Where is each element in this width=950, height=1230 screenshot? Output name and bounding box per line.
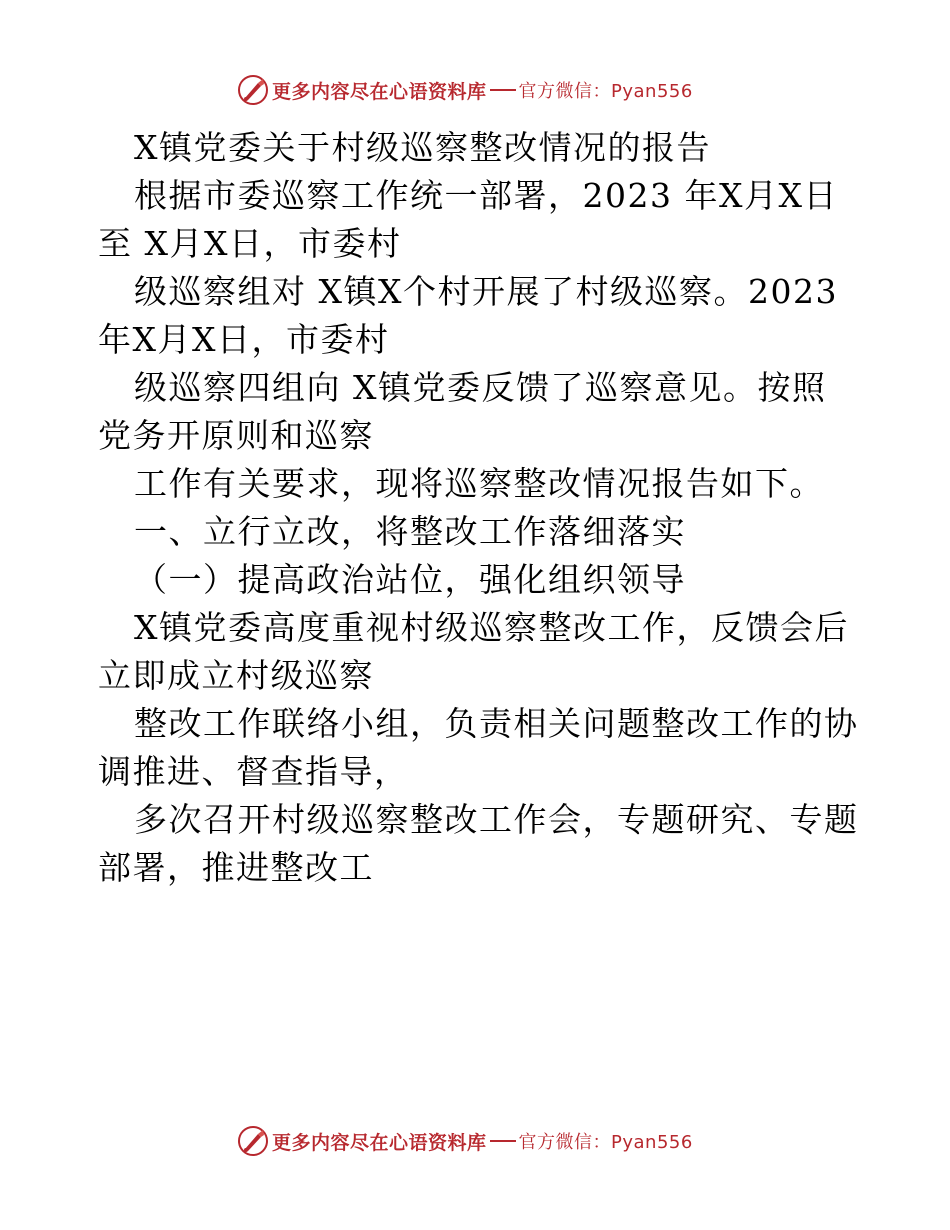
watermark-dash xyxy=(490,1140,516,1142)
text-line: 多次召开村级巡察整改工作会，专题研究、专题 xyxy=(134,800,859,839)
text-line: 党务开原则和巡察 xyxy=(98,416,374,455)
text-line: 年X月X日，市委村 xyxy=(98,320,390,359)
text-line: 根据市委巡察工作统一部署，2023 年X月X日 xyxy=(134,176,838,215)
text-line: X镇党委高度重视村级巡察整改工作，反馈会后 xyxy=(134,608,849,647)
text-line: 部署，推进整改工 xyxy=(98,848,374,887)
text-line: 整改工作联络小组，负责相关问题整改工作的协 xyxy=(134,704,859,743)
header-watermark xyxy=(236,73,693,107)
text-line: 一、立行立改，将整改工作落细落实 xyxy=(134,512,686,551)
report-body xyxy=(98,124,858,892)
watermark-main-text: 更多内容尽在心语资料库 xyxy=(272,80,487,103)
text-line: （一）提高政治站位，强化组织领导 xyxy=(134,560,686,599)
text-line: X镇党委关于村级巡察整改情况的报告 xyxy=(134,128,711,167)
watermark-main-text: 更多内容尽在心语资料库 xyxy=(272,1131,487,1154)
text-line: 工作有关要求，现将巡察整改情况报告如下。 xyxy=(134,464,824,503)
text-line: 调推进、督查指导， xyxy=(98,752,409,791)
watermark-wechat-text: 官方微信：Pyan556 xyxy=(518,1132,693,1153)
pen-quill-logo-icon xyxy=(236,73,270,107)
text-line: 级巡察四组向 X镇党委反馈了巡察意见。按照 xyxy=(134,368,827,407)
text-line: 至 X月X日，市委村 xyxy=(98,224,402,263)
text-line: 立即成立村级巡察 xyxy=(98,656,374,695)
text-line: 级巡察组对 X镇X个村开展了村级巡察。2023 xyxy=(134,272,838,311)
pen-quill-logo-icon xyxy=(236,1124,270,1158)
watermark-dash xyxy=(490,89,516,91)
watermark-wechat-text: 官方微信：Pyan556 xyxy=(518,81,693,102)
footer-watermark xyxy=(236,1124,693,1158)
